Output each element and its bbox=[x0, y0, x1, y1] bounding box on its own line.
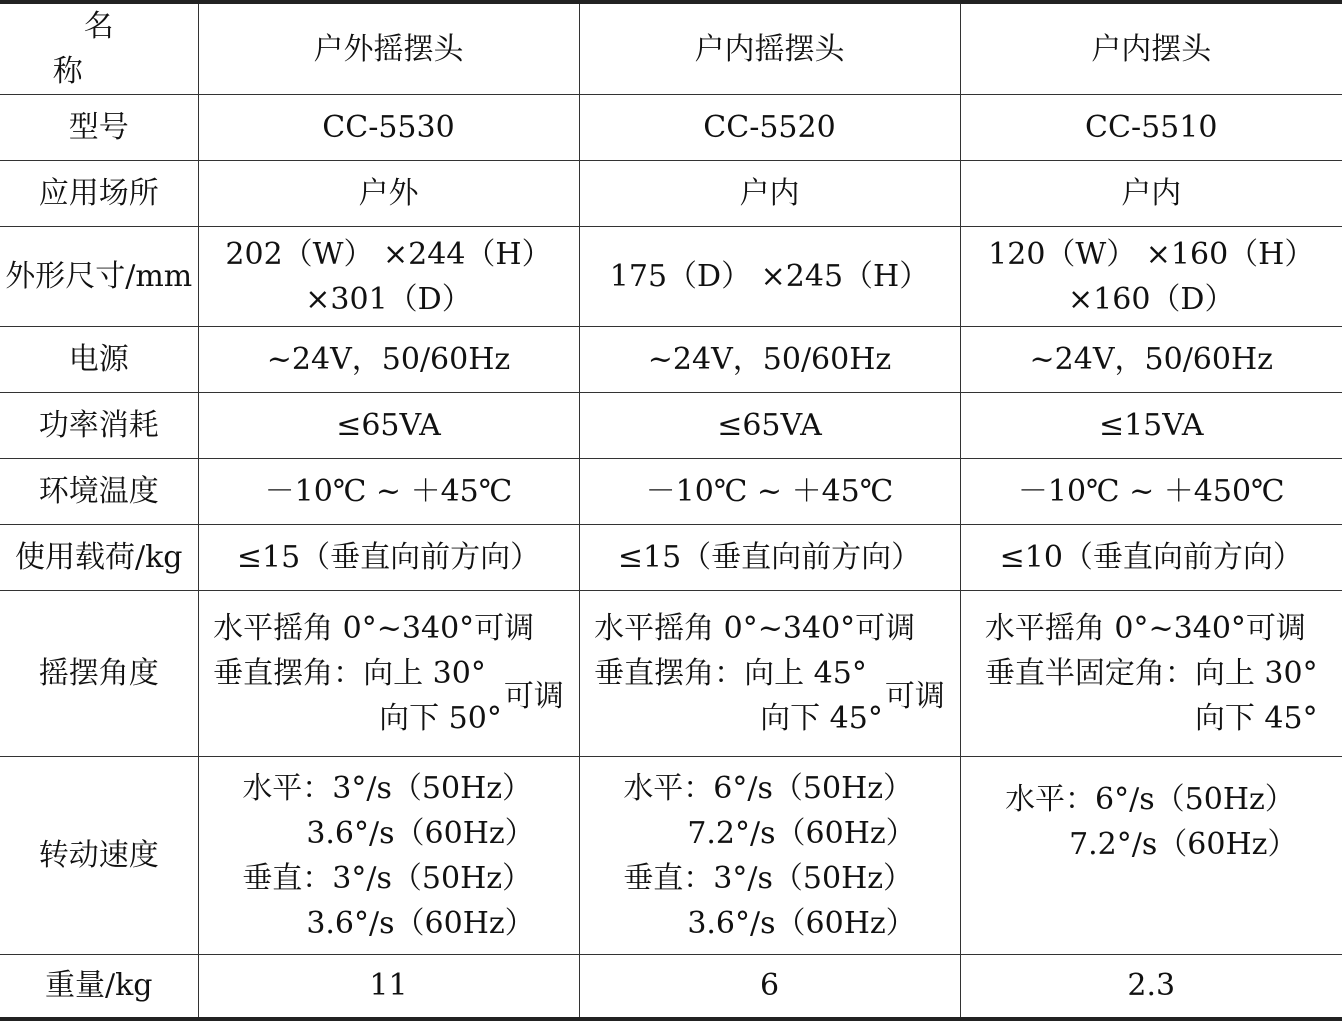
cell-line: 垂直摆角：向上 45° bbox=[594, 651, 883, 696]
table-row bbox=[0, 327, 1342, 393]
table-row bbox=[0, 459, 1342, 525]
cell-line: 水平摇角 0°~340°可调 bbox=[985, 606, 1318, 651]
table-row bbox=[0, 227, 1342, 327]
row-label: 转动速度 bbox=[0, 757, 198, 955]
row-label: 重量/kg bbox=[0, 955, 198, 1019]
cell: －10℃ ~ ＋450℃ bbox=[960, 459, 1342, 525]
table-row bbox=[0, 955, 1342, 1019]
row-label: 型号 bbox=[0, 95, 198, 161]
row-label: 电源 bbox=[0, 327, 198, 393]
cell-line: 向下 45° bbox=[594, 696, 883, 741]
speed-block bbox=[623, 766, 915, 946]
angle-block bbox=[594, 606, 945, 741]
cell bbox=[579, 591, 960, 757]
row-label: 外形尺寸/mm bbox=[0, 227, 198, 327]
cell-line: 175（D） ×245（H） bbox=[580, 254, 960, 299]
cell bbox=[960, 757, 1342, 955]
table-row bbox=[0, 757, 1342, 955]
cell: －10℃ ~ ＋45℃ bbox=[579, 459, 960, 525]
table-row bbox=[0, 161, 1342, 227]
cell-line: 向下 50° bbox=[213, 696, 502, 741]
cell: ~24V，50/60Hz bbox=[960, 327, 1342, 393]
row-label: 使用载荷/kg bbox=[0, 525, 198, 591]
header-row bbox=[0, 2, 1342, 95]
cell-line: 可调 bbox=[883, 674, 945, 719]
cell-line: 水平：6°/s（50Hz） bbox=[1005, 777, 1297, 822]
cell: 户外 bbox=[198, 161, 579, 227]
cell: 户内 bbox=[960, 161, 1342, 227]
cell-line: 水平：6°/s（50Hz） bbox=[623, 766, 915, 811]
table-row bbox=[0, 393, 1342, 459]
cell-line: 3.6°/s（60Hz） bbox=[242, 811, 534, 856]
speed-block bbox=[1005, 777, 1297, 867]
cell: －10℃ ~ ＋45℃ bbox=[198, 459, 579, 525]
cell bbox=[579, 757, 960, 955]
table-row bbox=[0, 591, 1342, 757]
table-row bbox=[0, 525, 1342, 591]
cell: ≤10（垂直向前方向） bbox=[960, 525, 1342, 591]
row-label: 功率消耗 bbox=[0, 393, 198, 459]
header-col-2: 户内摇摆头 bbox=[579, 2, 960, 95]
cell-line: 垂直：3°/s（50Hz） bbox=[242, 856, 534, 901]
row-label: 摇摆角度 bbox=[0, 591, 198, 757]
header-col-1: 户外摇摆头 bbox=[198, 2, 579, 95]
cell bbox=[579, 227, 960, 327]
cell-line: 向下 45° bbox=[985, 696, 1318, 741]
row-label: 环境温度 bbox=[0, 459, 198, 525]
cell-line: 水平：3°/s（50Hz） bbox=[242, 766, 534, 811]
cell-line: 垂直半固定角：向上 30° bbox=[985, 651, 1318, 696]
cell: 2.3 bbox=[960, 955, 1342, 1019]
header-label: 名称 bbox=[0, 2, 198, 95]
angle-block bbox=[213, 606, 564, 741]
cell-line: 3.6°/s（60Hz） bbox=[242, 901, 534, 946]
cell-line: 垂直摆角：向上 30° bbox=[213, 651, 502, 696]
table-row bbox=[0, 95, 1342, 161]
cell: 11 bbox=[198, 955, 579, 1019]
cell-line: 垂直：3°/s（50Hz） bbox=[623, 856, 915, 901]
cell: ~24V，50/60Hz bbox=[198, 327, 579, 393]
cell bbox=[960, 227, 1342, 327]
cell: CC-5510 bbox=[960, 95, 1342, 161]
cell: ≤15VA bbox=[960, 393, 1342, 459]
header-col-3: 户内摆头 bbox=[960, 2, 1342, 95]
angle-block bbox=[985, 606, 1318, 741]
cell: ~24V，50/60Hz bbox=[579, 327, 960, 393]
cell-line: 7.2°/s（60Hz） bbox=[1005, 822, 1297, 867]
cell: ≤15（垂直向前方向） bbox=[198, 525, 579, 591]
cell: ≤15（垂直向前方向） bbox=[579, 525, 960, 591]
speed-block bbox=[242, 766, 534, 946]
cell-line: 120（W） ×160（H） bbox=[961, 232, 1342, 277]
cell-line: 7.2°/s（60Hz） bbox=[623, 811, 915, 856]
cell-line: ×160（D） bbox=[961, 277, 1342, 322]
cell: 户内 bbox=[579, 161, 960, 227]
cell-line: 202（W） ×244（H） bbox=[199, 232, 579, 277]
cell-line: 水平摇角 0°~340°可调 bbox=[213, 606, 564, 651]
cell-line: 3.6°/s（60Hz） bbox=[623, 901, 915, 946]
cell bbox=[198, 227, 579, 327]
cell bbox=[198, 757, 579, 955]
cell: ≤65VA bbox=[198, 393, 579, 459]
cell: CC-5520 bbox=[579, 95, 960, 161]
cell-line: ×301（D） bbox=[199, 277, 579, 322]
cell-line: 可调 bbox=[502, 674, 564, 719]
cell-line: 水平摇角 0°~340°可调 bbox=[594, 606, 945, 651]
cell: ≤65VA bbox=[579, 393, 960, 459]
row-label: 应用场所 bbox=[0, 161, 198, 227]
cell: 6 bbox=[579, 955, 960, 1019]
cell bbox=[198, 591, 579, 757]
cell bbox=[960, 591, 1342, 757]
cell: CC-5530 bbox=[198, 95, 579, 161]
